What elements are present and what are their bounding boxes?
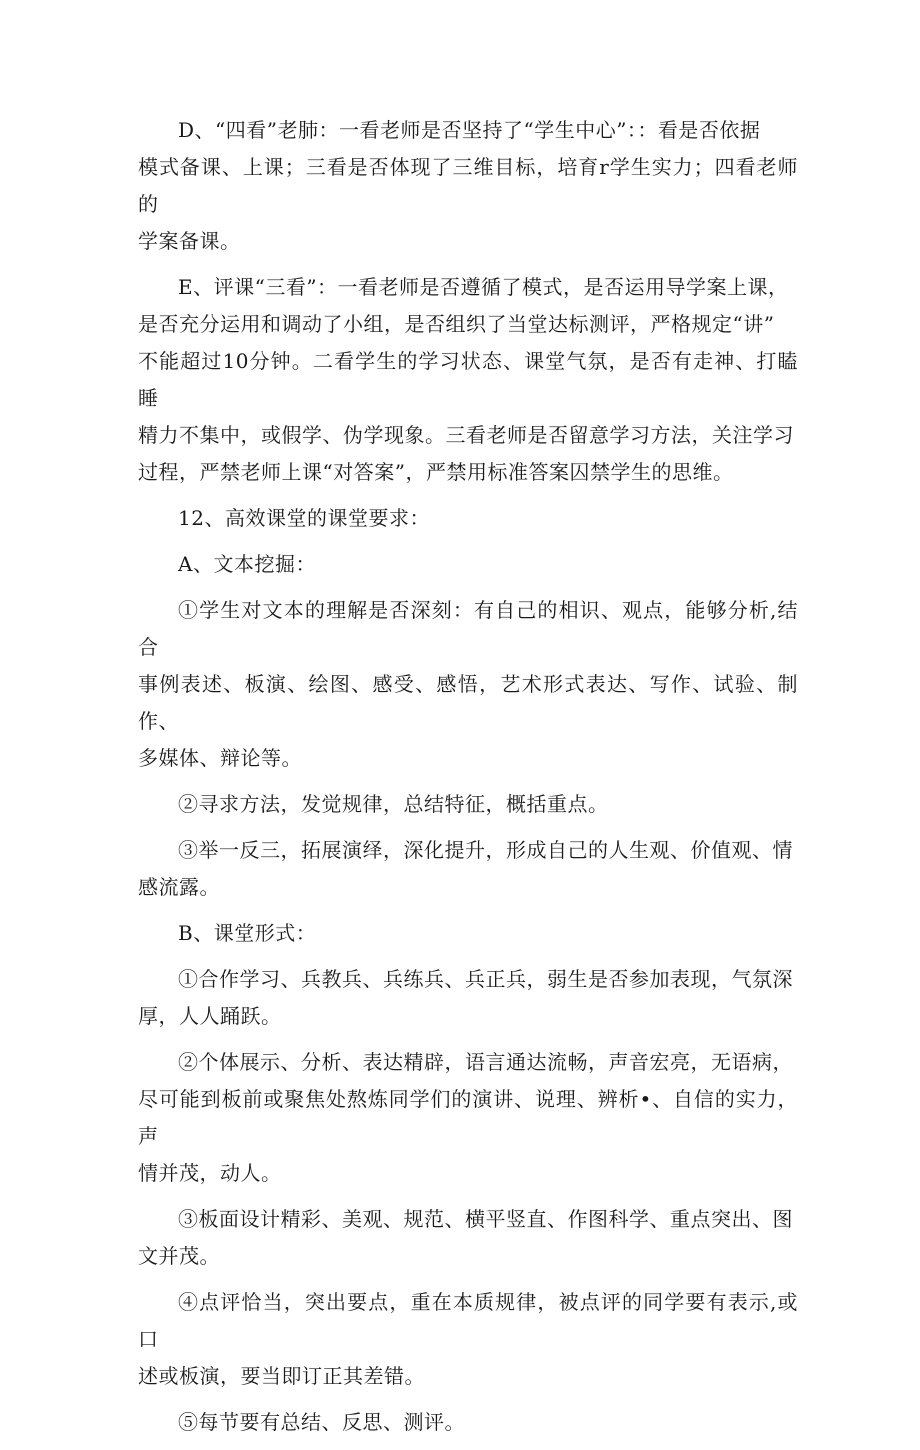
text-line: D、“四看”老肺：一看老师是否坚持了“学生中心”：：看是否依据 xyxy=(178,118,761,142)
text-line: 精力不集中，或假学、伪学现象。三看老师是否留意学习方法，关注学习 xyxy=(138,423,794,447)
text-line: 尽可能到板前或聚焦处熬炼同学们的演讲、说理、辨析•、自信的实力，声 xyxy=(138,1087,798,1148)
text-line: 文并茂。 xyxy=(138,1244,220,1268)
paragraph xyxy=(138,961,798,1035)
text-line: A、文本挖掘： xyxy=(178,552,316,576)
paragraph xyxy=(138,832,798,906)
text-line: ③板面设计精彩、美观、规范、横平竖直、作图科学、重点突出、图 xyxy=(178,1207,793,1231)
text-line: 事例表述、板演、绘图、感受、感悟，艺术形式表达、写作、试验、制作、 xyxy=(138,672,798,733)
paragraph xyxy=(138,546,798,583)
text-line: 情并茂，动人。 xyxy=(138,1161,282,1185)
text-line: 多媒体、辩论等。 xyxy=(138,746,302,770)
paragraph xyxy=(138,592,798,777)
paragraph xyxy=(138,269,798,491)
text-line: 是否充分运用和调动了小组，是否组织了当堂达标测评，严格规定“讲” xyxy=(138,312,775,336)
text-line: B、课堂形式： xyxy=(178,921,317,945)
text-line: E、评课“三看”：一看老师是否遵循了模式，是否运用导学案上课， xyxy=(178,275,789,299)
text-line: ①学生对文本的理解是否深刻：有自己的相识、观点，能够分析,结合 xyxy=(138,598,798,659)
paragraph xyxy=(138,112,798,260)
paragraph xyxy=(138,786,798,823)
text-line: 过程，严禁老师上课“对答案”，严禁用标准答案囚禁学生的思维。 xyxy=(138,460,734,484)
paragraph xyxy=(138,1044,798,1192)
paragraph xyxy=(138,1404,798,1441)
text-line: ⑤每节要有总结、反思、测评。 xyxy=(178,1410,465,1434)
paragraph xyxy=(138,1201,798,1275)
text-line: 述或板演，要当即订正其差错。 xyxy=(138,1364,425,1388)
text-line: ②个体展示、分析、表达精辟，语言通达流畅，声音宏亮，无语病， xyxy=(178,1050,793,1074)
text-line: ②寻求方法，发觉规律，总结特征，概括重点。 xyxy=(178,792,609,816)
paragraph xyxy=(138,915,798,952)
text-line: 12、高效课堂的课堂要求： xyxy=(178,506,430,530)
text-line: 厚，人人踊跃。 xyxy=(138,1004,282,1028)
document-body xyxy=(138,112,798,1450)
text-line: 不能超过10分钟。二看学生的学习状态、课堂气氛，是否有走神、打瞌睡 xyxy=(138,349,798,410)
text-line: ①合作学习、兵教兵、兵练兵、兵正兵，弱生是否参加表现，气氛深 xyxy=(178,967,793,991)
paragraph xyxy=(138,500,798,537)
text-line: ③举一反三，拓展演绎，深化提升，形成自己的人生观、价值观、情 xyxy=(178,838,793,862)
text-line: 模式备课、上课；三看是否体现了三维目标，培育r学生实力；四看老师的 xyxy=(138,155,798,216)
text-line: 学案备课。 xyxy=(138,229,241,253)
text-line: ④点评恰当，突出要点，重在本质规律，被点评的同学要有表示,或口 xyxy=(138,1290,798,1351)
text-line: 感流露。 xyxy=(138,875,220,899)
